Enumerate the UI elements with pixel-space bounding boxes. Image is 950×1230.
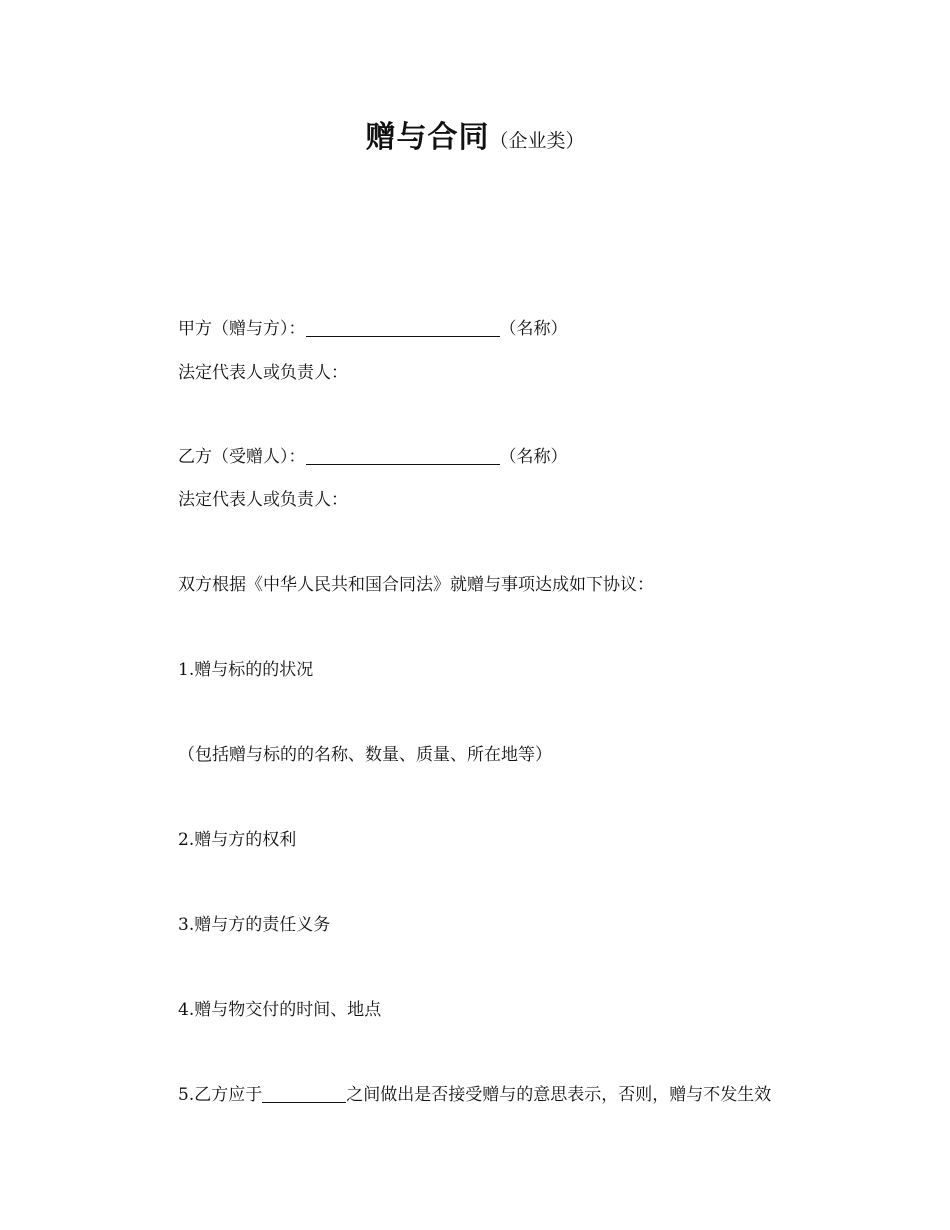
clause-4-heading: 4.赠与物交付的时间、地点 (178, 1000, 382, 1020)
party-a-name-blank (306, 319, 500, 337)
party-a-line (178, 317, 568, 341)
clause-5-before: 5.乙方应于 (178, 1085, 263, 1105)
party-b-suffix: （名称） (499, 447, 568, 467)
party-b-representative: 法定代表人或负责人： (178, 490, 348, 510)
document-title (0, 112, 950, 156)
clause-1-note: （包括赠与标的的名称、数量、质量、所在地等） (178, 745, 552, 765)
party-a-suffix: （名称） (499, 319, 568, 339)
clause-5-after: 之间做出是否接受赠与的意思表示，否则，赠与不发生效 (346, 1085, 772, 1105)
party-b-name-blank (306, 447, 500, 465)
party-a-label: 甲方（赠与方）： (178, 319, 306, 339)
title-subtitle: （企业类） (489, 130, 585, 152)
clause-1-heading: 1.赠与标的的状况 (178, 660, 314, 680)
title-main: 赠与合同 (365, 120, 490, 155)
clause-2-heading: 2.赠与方的权利 (178, 830, 297, 850)
clause-3-heading: 3.赠与方的责任义务 (178, 915, 331, 935)
clause-5-date-blank (262, 1085, 346, 1103)
clause-5-text (178, 1083, 771, 1107)
party-b-label: 乙方（受赠人）： (178, 447, 306, 467)
party-a-representative: 法定代表人或负责人： (178, 363, 348, 383)
intro-paragraph: 双方根据《中华人民共和国合同法》就赠与事项达成如下协议： (178, 575, 654, 595)
party-b-line (178, 445, 568, 469)
